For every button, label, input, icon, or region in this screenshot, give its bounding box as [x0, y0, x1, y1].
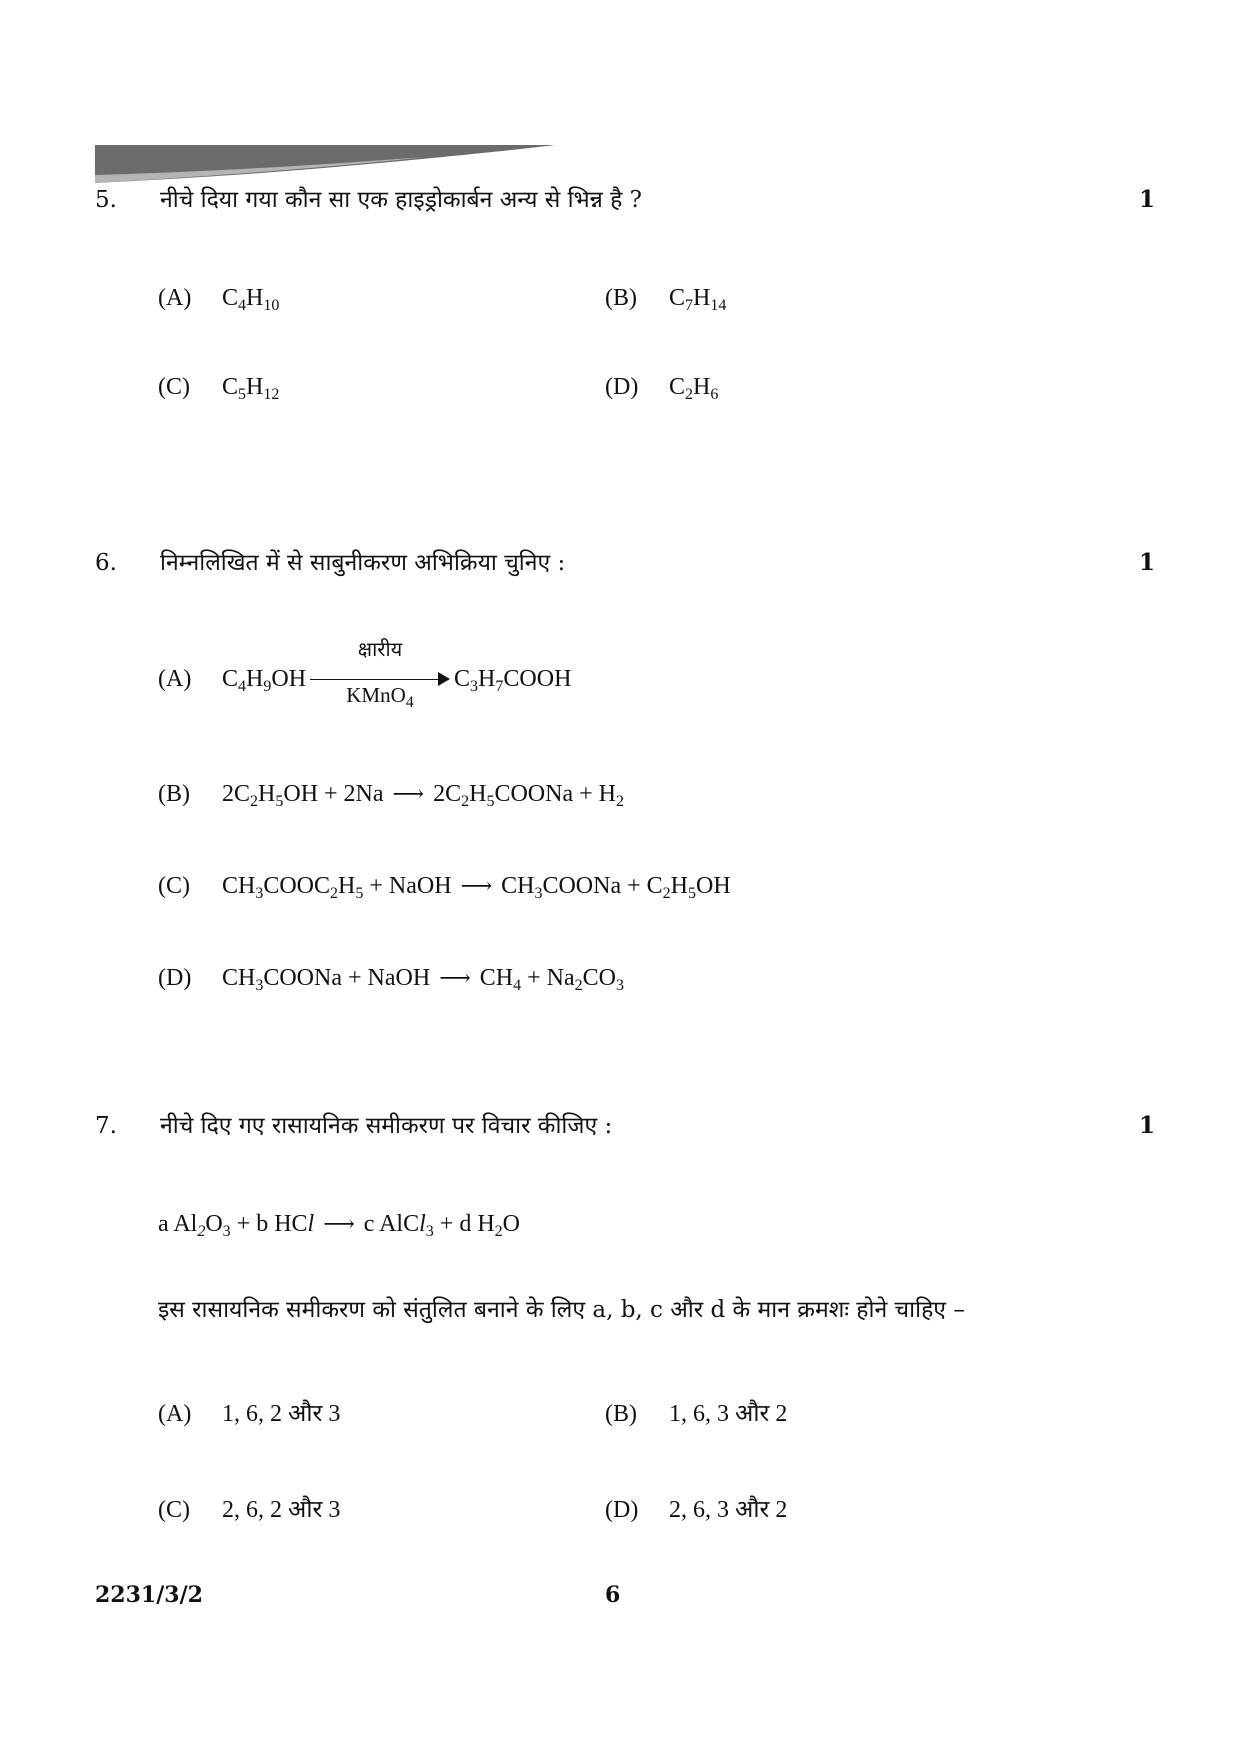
question-5	[95, 180, 1155, 220]
q5-option-c	[158, 367, 279, 407]
option-label: (A)	[158, 1401, 192, 1427]
question-text: निम्नलिखित में से साबुनीकरण अभिक्रिया चुनिए :	[160, 550, 566, 576]
option-reaction: $2C_2H_5OH + 2Na$ ⟶ $2C_2H_5COONa + H_2$	[222, 781, 624, 810]
q5-option-a	[158, 278, 279, 318]
q7-option-c	[158, 1490, 340, 1530]
option-label: (B)	[605, 1401, 637, 1427]
option-formula: $C_7H_{14}$	[669, 285, 727, 314]
q7-instruction: इस रासायनिक समीकरण को संतुलित बनाने के लिए a, b, c और d के मान क्रमशः होने चाहिए –	[158, 1297, 965, 1323]
option-label: (D)	[158, 965, 192, 991]
question-text: नीचे दिया गया कौन सा एक हाइड्रोकार्बन अन्य से भिन्न है ?	[160, 187, 643, 213]
q6-option-d	[158, 958, 624, 998]
reagent-name: KMnO$_4$	[346, 683, 414, 711]
q7-equation: a $Al_2O_3 + b$ HCl ⟶ c AlCl$_3$ + d $H_2O$	[158, 1211, 520, 1240]
question-marks: 1	[1138, 1112, 1155, 1139]
q5-option-b	[605, 278, 726, 318]
question-marks: 1	[1138, 186, 1155, 213]
question-7	[95, 1106, 1155, 1146]
paper-code: 2231/3/2	[95, 1582, 203, 1608]
question-number: 6.	[95, 550, 117, 576]
question-marks: 1	[1138, 549, 1155, 576]
q6-option-c	[158, 866, 731, 906]
option-label: (A)	[158, 666, 192, 692]
option-text: 2, 6, 2 और 3	[222, 1497, 341, 1523]
q5-option-d	[605, 367, 718, 407]
option-label: (B)	[605, 285, 637, 311]
option-text: 1, 6, 3 और 2	[669, 1401, 788, 1427]
option-label: (A)	[158, 285, 192, 311]
reaction-arrow-with-reagent	[310, 637, 450, 711]
q7-option-b	[605, 1394, 787, 1434]
option-label: (C)	[158, 873, 190, 899]
option-label: (B)	[158, 781, 190, 807]
question-6	[95, 543, 1155, 583]
option-label: (D)	[605, 374, 639, 400]
question-number: 5.	[95, 187, 117, 213]
q7-option-d	[605, 1490, 787, 1530]
option-label: (D)	[605, 1497, 639, 1523]
option-formula: $C_4H_{10}$	[222, 285, 280, 314]
option-reaction: $CH_3COOC_2H_5$ + NaOH ⟶ $CH_3COONa + C_2H_5OH$	[222, 873, 731, 902]
q6-option-a	[158, 637, 572, 711]
option-text: 1, 6, 2 और 3	[222, 1401, 341, 1427]
header-decorative-band	[95, 145, 555, 183]
option-reaction: $CH_3COONa$ + NaOH ⟶ $CH_4 + Na_2CO_3$	[222, 965, 624, 994]
option-formula: $C_5H_{12}$	[222, 374, 280, 403]
reagent-condition: क्षारीय	[357, 637, 403, 661]
option-reaction: $C_4H_9OH$ क्षारीय KMnO$_4$ $C_3H_7COOH$	[222, 637, 572, 711]
q6-option-b	[158, 774, 624, 814]
q7-option-a	[158, 1394, 340, 1434]
option-label: (C)	[158, 1497, 190, 1523]
option-text: 2, 6, 3 और 2	[669, 1497, 788, 1523]
question-number: 7.	[95, 1113, 117, 1139]
option-label: (C)	[158, 374, 190, 400]
option-formula: $C_2H_6$	[669, 374, 719, 403]
page-number: 6	[605, 1582, 621, 1608]
question-text: नीचे दिए गए रासायनिक समीकरण पर विचार कीजिए :	[160, 1113, 613, 1139]
